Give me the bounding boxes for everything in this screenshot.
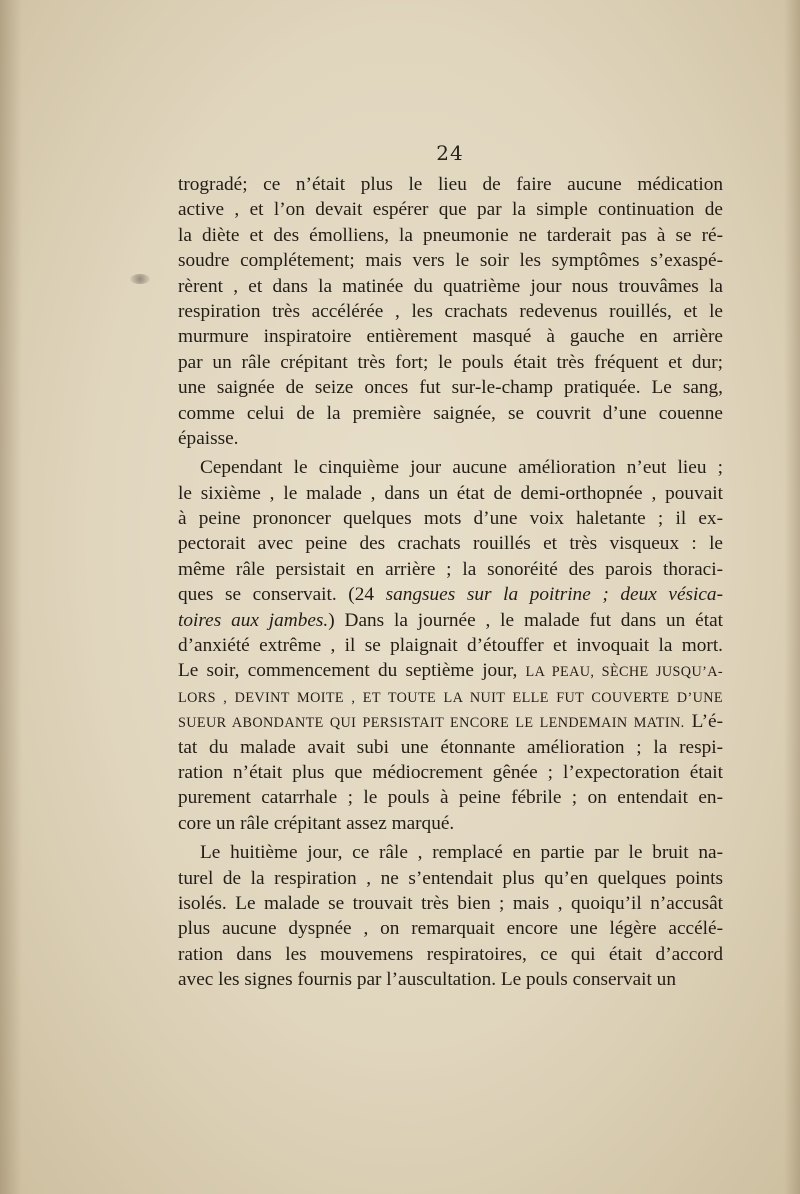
text-line: [178, 760, 723, 785]
text-segment: murmure inspiratoire entièrement masqué à gauche en arrière: [178, 326, 723, 348]
text-line: [178, 248, 723, 273]
text-line: [178, 785, 723, 810]
text-line: [178, 557, 723, 582]
text-line: [178, 223, 723, 248]
text-line: [178, 866, 723, 891]
text-line: [178, 274, 723, 299]
text-segment: ration dans les mouvemens respiratoires, ce qui était d’accord: [178, 943, 723, 965]
text-segment: active , et l’on devait espérer que par la simple continuation de: [178, 199, 723, 221]
text-segment: Le soir, commencement du septième jour,: [178, 660, 526, 682]
text-line: [178, 481, 723, 506]
text-segment: Le huitième jour, ce râle , remplacé en partie par le bruit na-: [200, 842, 723, 864]
text-segment: purement catarrhale ; le pouls à peine fébrile ; on entendait en-: [178, 787, 723, 809]
text-line: [178, 811, 723, 836]
paragraph: [178, 455, 723, 836]
italic-text: toires aux jambes.: [178, 609, 329, 631]
text-line: [178, 840, 723, 865]
text-line: [178, 709, 723, 734]
page-edge-shadow-right: [784, 0, 800, 1194]
text-line: [178, 735, 723, 760]
text-line: [178, 197, 723, 222]
small-caps-text: SUEUR ABONDANTE QUI PERSISTAIT ENCORE LE LENDEMAIN MATIN.: [178, 715, 685, 732]
italic-text: sangsues sur la poitrine ; deux vésica-: [385, 584, 723, 606]
text-segment: même râle persistait en arrière ; la sonoréité des parois thoraci-: [178, 558, 723, 580]
text-segment: pectorait avec peine des crachats rouillés et très visqueux : le: [178, 533, 723, 555]
text-segment: comme celui de la première saignée, se couvrit d’une couenne: [178, 402, 723, 424]
small-caps-text: LA PEAU, SÈCHE JUSQU’A-: [525, 664, 723, 681]
text-segment: Cependant le cinquième jour aucune amélioration n’eut lieu ;: [200, 457, 723, 479]
ink-spot: [130, 274, 150, 284]
text-segment: plus aucune dyspnée , on remarquait encore une légère accélé-: [178, 918, 723, 940]
paragraph: [178, 172, 723, 451]
text-line: [178, 299, 723, 324]
text-line: [178, 942, 723, 967]
page-edge-shadow-left: [0, 0, 22, 1194]
body-text: [178, 172, 723, 993]
text-segment: trogradé; ce n’était plus le lieu de faire aucune médication: [178, 174, 723, 195]
text-line: [178, 916, 723, 941]
text-segment: rèrent , et dans la matinée du quatrième jour nous trouvâmes la: [178, 275, 723, 297]
text-segment: le sixième , le malade , dans un état de demi-orthopnée , pouvait: [178, 482, 723, 504]
text-segment: soudre complétement; mais vers le soir les symptômes s’exaspé-: [178, 250, 723, 272]
text-line: [178, 350, 723, 375]
text-segment: la diète et des émolliens, la pneumonie ne tarderait pas à se ré-: [178, 224, 723, 246]
text-line: [178, 506, 723, 531]
text-line: [178, 426, 723, 451]
text-line: [178, 455, 723, 480]
text-line: [178, 658, 723, 683]
text-segment: à peine prononcer quelques mots d’une voix haletante ; il ex-: [178, 508, 723, 530]
text-segment: ques se conservait. (24: [178, 584, 386, 606]
text-line: [178, 531, 723, 556]
page-number: 24: [436, 141, 464, 165]
text-line: [178, 324, 723, 349]
text-segment: respiration très accélérée , les crachats redevenus rouillés, et le: [178, 300, 723, 322]
text-segment: turel de la respiration , ne s’entendait plus qu’en quelques points: [178, 867, 723, 889]
paragraph: [178, 840, 723, 992]
text-line: [178, 684, 723, 709]
small-caps-text: LORS , DEVINT MOITE , ET TOUTE LA NUIT ELLE FUT COUVERTE D’UNE: [178, 689, 723, 706]
text-line: [178, 375, 723, 400]
text-segment: épaisse.: [178, 427, 239, 449]
text-line: [178, 608, 723, 633]
text-line: [178, 401, 723, 426]
text-segment: tat du malade avait subi une étonnante amélioration ; la respi-: [178, 736, 723, 758]
text-segment: une saignée de seize onces fut sur-le-champ pratiquée. Le sang,: [178, 377, 723, 399]
text-segment: L’é-: [684, 711, 723, 733]
text-line: [178, 172, 723, 197]
text-line: [178, 582, 723, 607]
text-segment: ration n’était plus que médiocrement gênée ; l’expectoration était: [178, 761, 723, 783]
text-segment: isolés. Le malade se trouvait très bien ; mais , quoiqu’il n’accusât: [178, 892, 723, 914]
text-line: [178, 967, 723, 992]
text-segment: d’anxiété extrême , il se plaignait d’étouffer et invoquait la mort.: [178, 635, 723, 657]
text-segment: core un râle crépitant assez marqué.: [178, 812, 455, 834]
text-segment: ) Dans la journée , le malade fut dans un état: [328, 609, 723, 631]
text-segment: par un râle crépitant très fort; le pouls était très fréquent et dur;: [178, 351, 723, 373]
text-line: [178, 633, 723, 658]
text-line: [178, 891, 723, 916]
text-segment: avec les signes fournis par l’auscultation. Le pouls conservait un: [178, 969, 676, 991]
